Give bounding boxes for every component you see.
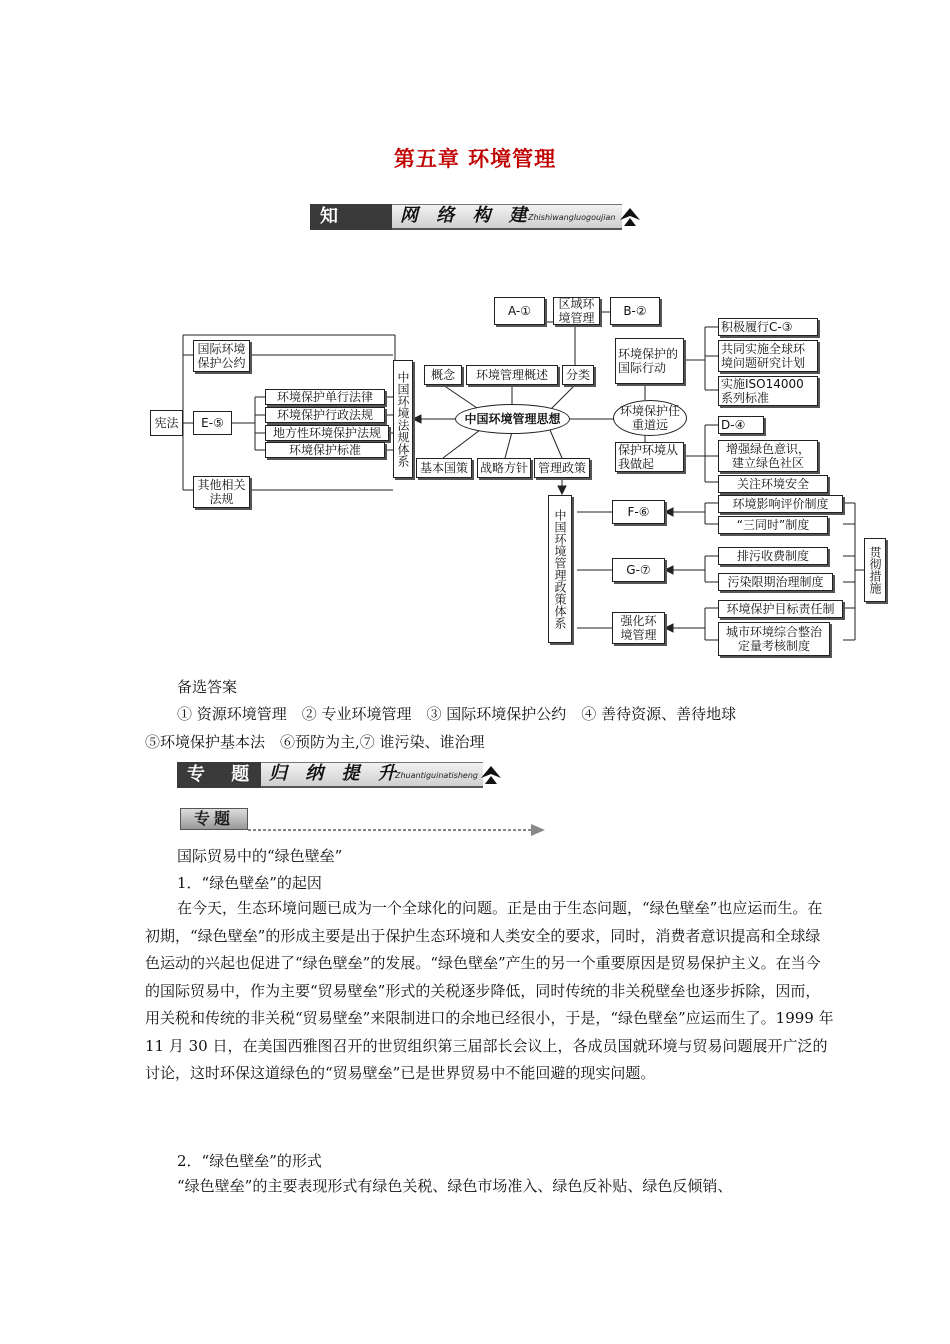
diamond-icon (479, 764, 503, 788)
banner-left-label: 专 题 (177, 762, 261, 788)
node-gongtong-shishi: 共同实施全球环境问题研究计划 (718, 340, 818, 372)
node-xianqi-zhili: 污染限期治理制度 (718, 573, 833, 591)
topic-tag: 专题 (180, 808, 248, 830)
node-iso14000: 实施ISO14000系列标准 (718, 376, 818, 406)
node-g7: G-⑦ (612, 558, 665, 582)
node-renzhong-daoyuan: 环境保护任重道远 (613, 400, 687, 436)
node-gainian: 概念 (424, 365, 462, 385)
node-guoji-xingdong: 环境保护的国际行动 (615, 338, 684, 384)
paragraph-2: “绿色壁垒”的主要表现形式有绿色关税、绿色市场准入、绿色反补贴、绿色反倾销、 (177, 1177, 733, 1195)
banner-pinyin: Zhishiwangluogoujian (528, 213, 616, 222)
node-e5: E-⑤ (193, 411, 232, 435)
section-1-heading: 1．“绿色壁垒”的起因 (177, 874, 322, 892)
node-guanli-gaishu: 环境管理概述 (466, 365, 558, 385)
node-zengqiang-yishi: 增强绿色意识，建立绿色社区 (718, 440, 818, 472)
node-yingxiang-pingjia: 环境影响评价制度 (718, 495, 843, 513)
topic-title: 国际贸易中的“绿色壁垒” (177, 847, 343, 865)
node-qianghua-guanli: 强化环境管理 (612, 612, 665, 644)
answers-heading: 备选答案 (177, 678, 238, 696)
node-paiwu-shoufei: 排污收费制度 (718, 547, 828, 565)
node-chengshi-kaohe: 城市环境综合整治定量考核制度 (718, 622, 830, 656)
node-zhanlue-fangzhen: 战略方针 (477, 458, 531, 478)
node-a1: A-① (494, 297, 545, 325)
paragraph-1: 在今天，生态环境问题已成为一个全球化的问题。正是由于生态问题，“绿色壁垒”也应运而生。在初期，“绿色壁垒”的形成主要是出于保护生态环境和人类安全的要求，同时，消费者意识提高和全球绿色运动的兴起也促进了“绿色壁垒”的发展。“绿色壁垒”产生的另一个重要原因是贸易保护主义。在当今的国际贸易中，作为主要“贸易壁垒”形式的关税逐步降低，同时传统的非关税壁垒也逐步拆除，因而，用关税和传统的非关税“贸易壁垒”来限制进口的余地已经很小，于是，“绿色壁垒”应运而生了。1999 年 11 月 30 日，在美国西雅图召开的世贸组织第三届部长会议上，各成员国就环境与贸易问题展开广泛的讨论，这时环保这道绿色的“贸易壁垒”已是世界贸易中不能回避的现实问题。 (145, 899, 834, 1082)
section-2-heading: 2．“绿色壁垒”的形式 (177, 1152, 322, 1170)
node-b2: B-② (610, 297, 660, 325)
banner-left-label: 知 识 (310, 204, 392, 230)
dashed-arrow (248, 822, 548, 838)
banner-right-label: 网 络 构 建 (400, 205, 533, 226)
banner-right-label: 归 纳 提 升 (269, 763, 402, 784)
node-fagui-tixi: 中国环境法规体系 (393, 360, 413, 478)
banner-pinyin: Zhuantiguinatisheng (395, 771, 478, 780)
answers-line-1: ① 资源环境管理 ② 专业环境管理 ③ 国际环境保护公约 ④ 善待资源、善待地球 (177, 705, 737, 723)
node-qita-fagui: 其他相关法规 (193, 476, 250, 508)
node-guanli-sixiang: 中国环境管理思想 (455, 404, 570, 434)
node-zhengce-tixi: 中国环境管理政策体系 (548, 495, 572, 643)
node-difang-fagui: 地方性环境保护法规 (265, 425, 389, 441)
node-xingzheng-fagui: 环境保护行政法规 (265, 407, 385, 423)
node-guanche-cuoshi: 贯彻措施 (864, 538, 886, 602)
answers-line-2: ⑤环境保护基本法 ⑥预防为主,⑦ 谁污染、谁治理 (145, 733, 485, 751)
node-c3: 积极履行C-③ (718, 318, 818, 336)
section-banner-topic-summary (177, 762, 507, 788)
node-jiben-guoce: 基本国策 (416, 458, 472, 478)
chapter-title: 第五章 环境管理 (393, 146, 557, 171)
node-guanzhu-anquan: 关注环境安全 (718, 475, 828, 493)
node-xianfa: 宪法 (150, 410, 183, 436)
node-guoji-gongyue: 国际环境保护公约 (193, 340, 250, 372)
node-huanjing-biaozhun: 环境保护标准 (265, 442, 385, 458)
node-cong-wo-zuoqi: 保护环境从我做起 (615, 442, 684, 472)
node-fenlei: 分类 (562, 365, 594, 385)
node-guanli-zhengce: 管理政策 (534, 458, 590, 478)
node-danxing-falv: 环境保护单行法律 (265, 389, 385, 405)
node-santongshi: “三同时”制度 (718, 516, 828, 534)
node-f6: F-⑥ (612, 500, 665, 524)
node-d4: D-④ (718, 416, 764, 434)
node-mubiao-zerenzhi: 环境保护目标责任制 (718, 600, 843, 618)
node-quyu-guanli: 区域环境管理 (553, 297, 600, 325)
